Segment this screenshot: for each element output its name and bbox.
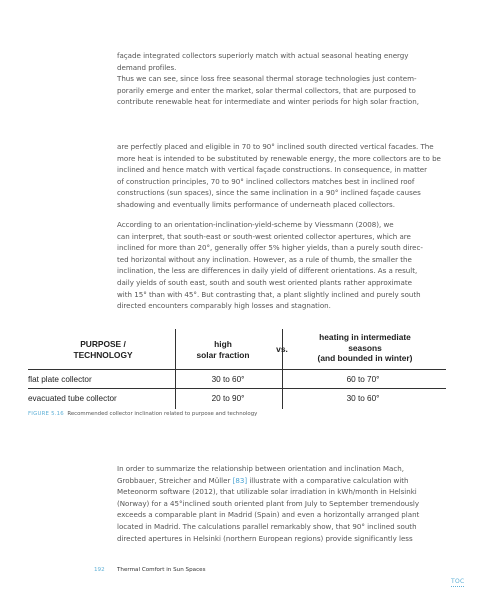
text-span: Grobbauer, Streicher and Müller [117, 475, 233, 485]
text-line: façade integrated collectors superiorly match with actual seasonal heating energy [117, 51, 409, 60]
figure-label: FIGURE 5.16 [28, 411, 64, 417]
text-line: directed encounters comparably high losses and stagnation. [117, 301, 331, 311]
table-row-tech: evacuated tube collector [28, 394, 117, 403]
inclination-table [28, 329, 446, 409]
table-divider [28, 388, 446, 389]
text-line [117, 475, 447, 487]
table-row-tech: flat plate collector [28, 375, 92, 384]
toc-link[interactable]: TOC [451, 578, 465, 585]
table-row-high: 30 to 60° [211, 375, 245, 384]
header-text: PURPOSE / [80, 339, 126, 349]
running-title: Thermal Comfort in Sun Spaces [117, 567, 206, 573]
text-line: (Norway) for a 45°inclined south oriented plant from July to September tremendously [117, 498, 420, 508]
table-row-high: 20 to 90° [211, 394, 245, 403]
text-line: Thus we can see, since loss free seasonal thermal storage technologies just contem- [117, 74, 417, 84]
table-row-heat: 60 to 70° [346, 375, 380, 384]
header-text: heating in intermediate [319, 332, 411, 342]
text-line: daily yields of south east, south and south west oriented plants rather approximate [117, 277, 412, 287]
header-purpose [48, 339, 158, 360]
text-line: In order to summarize the relationship between orientation and inclination Mach, [117, 464, 404, 473]
text-line: Meteonorm software (2012), that utilizable solar irradiation in kWh/month in Helsinki [117, 487, 417, 497]
paragraph-1 [117, 50, 447, 108]
text-line: According to an orientation-inclination-yield-scheme by Viessmann (2008), we [117, 220, 394, 229]
header-text: solar fraction [196, 349, 250, 360]
text-line: of construction principles, 70 to 90° inclined collectors matches best in inclined roof [117, 176, 415, 186]
text-line: inclined and hence match with vertical façade constructions. In consequence, in matter [117, 165, 428, 175]
text-line: exceeds a comparable plant in Madrid (Spain) and even a horizontally arranged plant [117, 510, 420, 520]
table-row-heat: 30 to 60° [346, 394, 380, 403]
header-text: (and bounded in winter) [317, 353, 413, 363]
figure-caption [28, 411, 257, 417]
table-divider [28, 369, 446, 370]
header-vs: vs. [276, 344, 288, 354]
header-text: TECHNOLOGY [73, 349, 133, 360]
paragraph-2 [117, 141, 447, 211]
paragraph-4 [117, 463, 447, 544]
text-line: can interpret, that south-east or south-west oriented collector apertures, which are [117, 231, 411, 241]
text-line: directed apertures in Helsinki (northern European regions) provide significantly less [117, 533, 413, 543]
text-line: inclination, the less are differences in daily yield of different orientations. As a result, [117, 266, 418, 276]
header-high-solar-fraction [178, 339, 268, 360]
text-span: illustrate with a comparative calculation with [247, 475, 409, 485]
text-line: inclined for more than 20°, generally offer 5% higher yields, than a purely south direc- [117, 243, 423, 253]
figure-caption-text: Recommended collector inclination related to purpose and technology [67, 411, 258, 417]
text-line: contribute renewable heat for intermediate and winter periods for high solar fraction, [117, 97, 419, 107]
text-line: porarily emerge and enter the market, solar thermal collectors, that are purposed to [117, 85, 416, 95]
paragraph-3 [117, 219, 447, 312]
text-line: with 15° than with 45°. But contrasting that, a plant slightly inclined and purely south [117, 289, 421, 299]
text-line: demand profiles. [117, 62, 177, 72]
text-line: more heat is intended to be substituted by renewable energy, the more collectors are to be [117, 153, 441, 163]
text-line: are perfectly placed and eligible in 70 to 90° inclined south directed vertical facades. The [117, 142, 434, 151]
header-text: seasons [348, 342, 382, 353]
text-line: shadowing and eventually limits performance of underneath placed collectors. [117, 199, 395, 209]
text-line: ted horizontal without any inclination. However, as a rule of thumb, the smaller the [117, 254, 412, 264]
page-number: 192 [94, 567, 105, 573]
header-text: high [214, 339, 232, 349]
header-heating-intermediate [290, 332, 440, 364]
citation-link[interactable]: [83] [232, 475, 248, 485]
text-line: constructions (sun spaces), since the same inclination in a 90° inclined façade causes [117, 188, 421, 198]
text-line: located in Madrid. The calculations parallel remarkably show, that 90° inclined south [117, 521, 417, 531]
